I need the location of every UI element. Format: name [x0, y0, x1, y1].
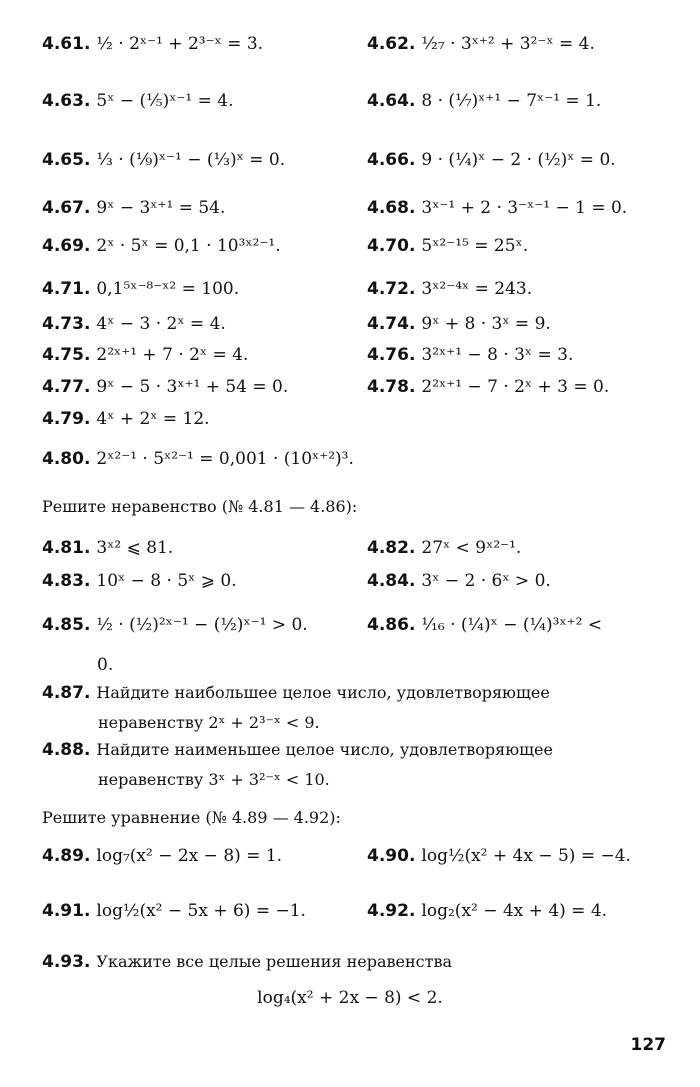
- problem-4-83: [42, 573, 237, 590]
- problem-number: 4.76.: [367, 345, 416, 365]
- problem-text: неравенству 2ˣ + 2³⁻ˣ < 9.: [98, 713, 320, 732]
- problem-4-67: [42, 200, 225, 217]
- problem-number: 4.78.: [367, 377, 416, 397]
- problem-number: 4.66.: [367, 150, 416, 170]
- problem-4-84: [367, 573, 551, 590]
- problem-4-76: [367, 347, 573, 364]
- equation: 2²ˣ⁺¹ + 7 · 2ˣ = 4.: [96, 345, 249, 365]
- problem-number: 4.93.: [42, 952, 91, 972]
- problem-4-86: [367, 617, 602, 634]
- problem-text: неравенству 3ˣ + 3²⁻ˣ < 10.: [98, 770, 330, 789]
- problem-number: 4.61.: [42, 34, 91, 54]
- problem-4-89: [42, 848, 282, 865]
- equation: log½(x² + 4x − 5) = −4.: [421, 846, 631, 866]
- problem-4-93-inequality: log₄(x² + 2x − 8) < 2.: [257, 988, 443, 1008]
- problem-4-93: [42, 947, 662, 977]
- problem-4-61: [42, 36, 263, 53]
- equation: log₂(x² − 4x + 4) = 4.: [421, 901, 608, 921]
- problem-4-91: [42, 903, 306, 920]
- problem-4-87: [42, 678, 662, 738]
- problem-number: 4.74.: [367, 314, 416, 334]
- problem-number: 4.79.: [42, 409, 91, 429]
- problem-4-62: [367, 36, 595, 53]
- problem-number: 4.70.: [367, 236, 416, 256]
- equation: 2ˣ²⁻¹ · 5ˣ²⁻¹ = 0,001 · (10ˣ⁺²)³.: [96, 449, 354, 469]
- equation: 9ˣ + 8 · 3ˣ = 9.: [421, 314, 551, 334]
- equation: 9ˣ − 3ˣ⁺¹ = 54.: [96, 198, 226, 218]
- equation: 0,1⁵ˣ⁻⁸⁻ˣ² = 100.: [96, 279, 240, 299]
- problem-text: Найдите наибольшее целое число, удовлетворяющее: [96, 683, 550, 702]
- equation: log₇(x² − 2x − 8) = 1.: [96, 846, 283, 866]
- problem-number: 4.72.: [367, 279, 416, 299]
- problem-number: 4.80.: [42, 449, 91, 469]
- equation: ¹⁄₂₇ · 3ˣ⁺² + 3²⁻ˣ = 4.: [421, 34, 595, 54]
- problem-number: 4.89.: [42, 846, 91, 866]
- problem-number: 4.87.: [42, 683, 91, 703]
- equation: 8 · (⅐)ˣ⁺¹ − 7ˣ⁻¹ = 1.: [421, 91, 602, 111]
- problem-number: 4.77.: [42, 377, 91, 397]
- problem-number: 4.91.: [42, 901, 91, 921]
- inequality: 3ˣ − 2 · 6ˣ > 0.: [421, 571, 551, 591]
- problem-4-88: [42, 735, 662, 795]
- problem-number: 4.90.: [367, 846, 416, 866]
- problem-4-66: [367, 152, 616, 169]
- problem-4-71: [42, 281, 239, 298]
- problem-4-80: [42, 451, 354, 468]
- problem-number: 4.71.: [42, 279, 91, 299]
- problem-number: 4.86.: [367, 615, 416, 635]
- problem-number: 4.64.: [367, 91, 416, 111]
- problem-number: 4.69.: [42, 236, 91, 256]
- problem-4-82: [367, 540, 521, 557]
- problem-4-74: [367, 316, 551, 333]
- problem-4-63: [42, 93, 234, 110]
- problem-4-77: [42, 379, 288, 396]
- problem-number: 4.88.: [42, 740, 91, 760]
- section-heading-inequalities: Решите неравенство (№ 4.81 — 4.86):: [42, 497, 358, 516]
- problem-number: 4.92.: [367, 901, 416, 921]
- equation: 5ˣ − (⅕)ˣ⁻¹ = 4.: [96, 91, 234, 111]
- problem-number: 4.83.: [42, 571, 91, 591]
- section-heading-equations: Решите уравнение (№ 4.89 — 4.92):: [42, 808, 341, 827]
- equation: 3ˣ²⁻⁴ˣ = 243.: [421, 279, 533, 299]
- problem-number: 4.73.: [42, 314, 91, 334]
- problem-4-64: [367, 93, 601, 110]
- equation: 5ˣ²⁻¹⁵ = 25ˣ.: [421, 236, 529, 256]
- problem-number: 4.81.: [42, 538, 91, 558]
- problem-4-70: [367, 238, 528, 255]
- problem-4-86-wrap: 0.: [97, 655, 114, 675]
- problem-4-92: [367, 903, 607, 920]
- problem-number: 4.65.: [42, 150, 91, 170]
- problem-4-68: [367, 200, 627, 217]
- equation: ½ · 2ˣ⁻¹ + 2³⁻ˣ = 3.: [96, 34, 264, 54]
- page-number: 127: [630, 1035, 666, 1055]
- equation: 3²ˣ⁺¹ − 8 · 3ˣ = 3.: [421, 345, 574, 365]
- problem-4-90: [367, 848, 631, 865]
- problem-4-73: [42, 316, 226, 333]
- problem-number: 4.82.: [367, 538, 416, 558]
- problem-number: 4.84.: [367, 571, 416, 591]
- problem-number: 4.62.: [367, 34, 416, 54]
- equation: 9 · (¼)ˣ − 2 · (½)ˣ = 0.: [421, 150, 616, 170]
- problem-4-85: [42, 617, 308, 634]
- problem-4-81: [42, 540, 173, 557]
- problem-4-75: [42, 347, 248, 364]
- problem-4-78: [367, 379, 609, 396]
- problem-number: 4.85.: [42, 615, 91, 635]
- equation: 4ˣ − 3 · 2ˣ = 4.: [96, 314, 226, 334]
- equation: 2ˣ · 5ˣ = 0,1 · 10³ˣ²⁻¹.: [96, 236, 281, 256]
- inequality: ½ · (½)²ˣ⁻¹ − (½)ˣ⁻¹ > 0.: [96, 615, 308, 635]
- inequality: ¹⁄₁₆ · (¼)ˣ − (¼)³ˣ⁺² <: [421, 615, 603, 635]
- equation: 2²ˣ⁺¹ − 7 · 2ˣ + 3 = 0.: [421, 377, 610, 397]
- problem-4-79: [42, 411, 210, 428]
- inequality: 10ˣ − 8 · 5ˣ ⩾ 0.: [96, 571, 237, 591]
- problem-number: 4.68.: [367, 198, 416, 218]
- equation: 4ˣ + 2ˣ = 12.: [96, 409, 210, 429]
- problem-4-65: [42, 152, 285, 169]
- problem-number: 4.63.: [42, 91, 91, 111]
- inequality: 27ˣ < 9ˣ²⁻¹.: [421, 538, 522, 558]
- inequality: 3ˣ² ⩽ 81.: [96, 538, 174, 558]
- equation: log½(x² − 5x + 6) = −1.: [96, 901, 306, 921]
- equation: ⅓ · (⅑)ˣ⁻¹ − (⅓)ˣ = 0.: [96, 150, 286, 170]
- problem-number: 4.67.: [42, 198, 91, 218]
- problem-4-69: [42, 238, 281, 255]
- problem-text: Найдите наименьшее целое число, удовлетворяющее: [96, 740, 553, 759]
- problem-number: 4.75.: [42, 345, 91, 365]
- equation: 9ˣ − 5 · 3ˣ⁺¹ + 54 = 0.: [96, 377, 289, 397]
- problem-text: Укажите все целые решения неравенства: [96, 952, 453, 971]
- problem-4-72: [367, 281, 532, 298]
- equation: 3ˣ⁻¹ + 2 · 3⁻ˣ⁻¹ − 1 = 0.: [421, 198, 628, 218]
